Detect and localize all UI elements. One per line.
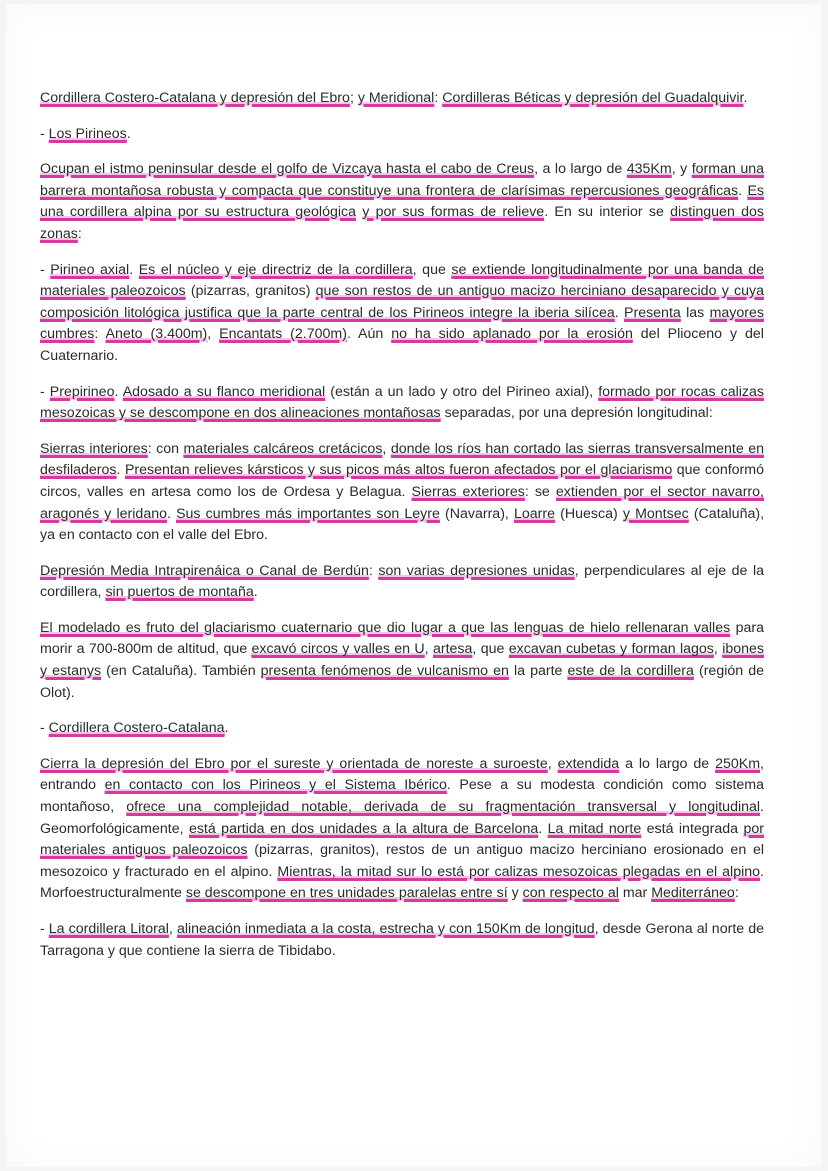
highlighted-text: Es el núcleo y eje directriz de la cordillera bbox=[138, 261, 413, 278]
highlighted-text: este de la cordillera bbox=[567, 663, 694, 680]
text: (Huesca) bbox=[555, 505, 623, 522]
text: . bbox=[126, 125, 131, 142]
paragraph-modelado bbox=[40, 618, 764, 704]
text: mar bbox=[618, 885, 652, 902]
text: . bbox=[129, 261, 139, 278]
highlighted-text: Aneto (3.400m) bbox=[105, 326, 208, 343]
text: , desde Gerona al norte de Tarragona y que contiene la sierra de Tibidabo. bbox=[40, 921, 764, 959]
text: a lo largo de bbox=[619, 755, 716, 772]
text: : bbox=[77, 225, 82, 242]
text: : bbox=[94, 326, 106, 343]
text: , que bbox=[412, 261, 452, 278]
text: . bbox=[614, 304, 624, 321]
text: , bbox=[713, 641, 723, 658]
highlighted-text: Sus cumbres más importantes son Leyre bbox=[176, 505, 440, 522]
highlighted-text: artesa bbox=[432, 641, 473, 658]
highlighted-text: en contacto con los Pirineos y el Sistema Ibérico bbox=[104, 777, 447, 794]
paragraph-intro bbox=[40, 88, 764, 110]
text: , perpendiculares al eje de la cordillera, bbox=[40, 562, 764, 601]
text: del Plioceno y del Cuaternario. bbox=[40, 326, 764, 364]
highlighted-text: Presenta bbox=[624, 304, 681, 321]
highlighted-text: Cordillera Costero-Catalana y depresión del Ebro bbox=[40, 90, 350, 106]
text: - bbox=[40, 383, 50, 400]
highlighted-text: donde los ríos han cortado las sierras transversalmente en desfiladeros bbox=[40, 440, 764, 479]
highlighted-text: Es una cordillera alpina por su estructura geológica bbox=[40, 182, 765, 221]
highlighted-text: Presentan relieves kársticos y sus picos más altos fueron afectados por el glaciarismo bbox=[124, 462, 673, 479]
text: , entrando bbox=[40, 755, 764, 794]
highlighted-text: presenta fenómenos de vulcanismo en bbox=[260, 663, 509, 680]
highlighted-text: Cierra la depresión del Ebro por el sureste y orientada de noreste a suroeste bbox=[40, 755, 548, 772]
highlighted-text: Adosado a su flanco meridional bbox=[122, 383, 326, 400]
highlighted-text: Mediterráneo bbox=[651, 885, 735, 902]
highlighted-text: ofrece una complejidad notable, derivada de su fragmentación transversal y longitudinal bbox=[126, 799, 761, 816]
paragraph-sierras bbox=[40, 439, 764, 547]
text: (están a un lado y otro del Pirineo axial), bbox=[325, 383, 599, 400]
text: está integrada bbox=[641, 820, 744, 837]
text: : bbox=[434, 90, 443, 106]
text: . bbox=[114, 383, 123, 400]
text: : bbox=[734, 885, 739, 902]
text: la parte bbox=[508, 663, 568, 680]
highlighted-text: Prepirineo bbox=[49, 383, 115, 400]
text: separadas, por una depresión longitudinal: bbox=[440, 405, 713, 422]
highlighted-text: formado por rocas calizas mesozoicas y se descompone en dos alineaciones montañosas bbox=[40, 383, 765, 422]
text: . bbox=[738, 182, 748, 199]
text: (pizarras, granitos), restos de un antiguo macizo herciniano erosionado en el mesozoico y fracturado en el alpino. bbox=[40, 842, 764, 880]
highlighted-text: La cordillera Litoral bbox=[48, 921, 169, 937]
highlighted-text: ibones y estanys bbox=[40, 641, 765, 680]
text: . En su interior se bbox=[544, 204, 671, 221]
text: , que bbox=[472, 641, 509, 658]
text: - bbox=[40, 720, 49, 737]
paragraph-costero-catalana-description bbox=[40, 754, 764, 905]
text: , bbox=[424, 641, 433, 658]
highlighted-text: y Montsec bbox=[622, 505, 689, 522]
highlighted-text: Pirineo axial bbox=[50, 261, 130, 278]
text: y bbox=[507, 885, 523, 902]
highlighted-text: extendida bbox=[557, 755, 620, 772]
text: (Cataluña), ya en contacto con el valle del Ebro. bbox=[40, 505, 765, 544]
text: que conformó circos, valles en artesa como los de Ordesa y Belagua. bbox=[40, 462, 764, 500]
text: . bbox=[116, 462, 125, 479]
text: . Geomorfológicamente, bbox=[40, 799, 764, 837]
highlighted-text: excavan cubetas y forman lagos bbox=[508, 641, 714, 658]
text: , y bbox=[671, 161, 692, 178]
document-body bbox=[40, 88, 764, 976]
text: : con bbox=[147, 440, 184, 457]
highlighted-text: Cordillera Costero-Catalana bbox=[48, 720, 225, 737]
highlighted-text: Sierras exteriores bbox=[411, 483, 525, 500]
highlighted-text: son varias depresiones unidas bbox=[378, 562, 575, 579]
text: . bbox=[224, 720, 229, 737]
text: las bbox=[680, 304, 710, 321]
text: , a lo largo de bbox=[534, 161, 627, 178]
text: (región de Olot). bbox=[40, 663, 764, 701]
highlighted-text: El modelado es fruto del glaciarismo cuaternario que dio lugar a que las lenguas de hielo rellenaran valles bbox=[40, 619, 731, 636]
paragraph-depresion-media bbox=[40, 561, 764, 604]
highlighted-text: mayores cumbres bbox=[40, 304, 764, 343]
text: . bbox=[538, 820, 548, 837]
highlighted-text: con respecto al bbox=[522, 885, 619, 902]
highlighted-text: Encantats (2.700m) bbox=[219, 326, 347, 343]
text: : bbox=[368, 562, 379, 579]
highlighted-text: Depresión Media Intrapirenáica o Canal de Berdún bbox=[40, 562, 369, 579]
document-page bbox=[6, 4, 822, 1167]
highlighted-text: 435Km bbox=[626, 161, 672, 178]
paragraph-cordillera-litoral bbox=[40, 919, 764, 962]
paragraph-prepirineo bbox=[40, 382, 764, 425]
highlighted-text: excavó circos y valles en U bbox=[251, 641, 425, 658]
highlighted-text: y Meridional bbox=[357, 90, 435, 106]
text: : se bbox=[524, 483, 556, 500]
text: - bbox=[40, 125, 49, 142]
highlighted-text: se extiende longitudinalmente por una banda de materiales paleozoicos bbox=[40, 261, 765, 300]
text: - bbox=[40, 261, 51, 278]
highlighted-text: Cordilleras Béticas y depresión del Guadalquivir bbox=[442, 90, 744, 106]
highlighted-text: Los Pirineos bbox=[48, 125, 127, 142]
text: - bbox=[40, 921, 49, 937]
highlighted-text: Loarre bbox=[514, 505, 556, 522]
highlighted-text: Mientras, la mitad sur lo está por calizas mesozoicas plegadas en el alpino bbox=[277, 863, 761, 880]
text: , bbox=[547, 755, 558, 772]
highlighted-text: que son restos de un antiguo macizo herciniano desaparecido y cuya composición litológica justifica que la parte central de los Pirineos integre la iberia silícea bbox=[40, 283, 764, 321]
highlighted-text: 250Km bbox=[715, 755, 761, 772]
highlighted-text: alineación inmediata a la costa, estrecha y con 150Km de longitud bbox=[176, 921, 595, 937]
highlighted-text: Ocupan el istmo peninsular desde el golfo de Vizcaya hasta el cabo de Creus bbox=[40, 161, 535, 178]
highlighted-text: no ha sido aplanado por la erosión bbox=[391, 326, 633, 343]
text: (pizarras, granitos) bbox=[185, 283, 316, 300]
section-heading-costero-catalana bbox=[40, 718, 764, 740]
text: ; bbox=[349, 90, 358, 106]
text: . Pese a su modesta condición como sistema montañoso, bbox=[40, 777, 765, 816]
highlighted-text: se descompone en tres unidades paralelas entre sí bbox=[185, 885, 508, 902]
highlighted-text: sin puertos de montaña bbox=[105, 584, 254, 601]
text: . Morfoestructuralmente bbox=[40, 863, 764, 902]
text: para morir a 700-800m de altitud, que bbox=[40, 619, 764, 658]
text: . bbox=[743, 90, 748, 106]
highlighted-text: Sierras interiores bbox=[40, 440, 148, 457]
paragraph-pirineo-axial bbox=[40, 260, 764, 368]
highlighted-text: y por sus formas de relieve bbox=[362, 204, 545, 221]
highlighted-text: materiales calcáreos cretácicos bbox=[183, 440, 383, 457]
section-heading-pirineos bbox=[40, 124, 764, 146]
text: , bbox=[382, 440, 391, 457]
highlighted-text: está partida en dos unidades a la altura de Barcelona bbox=[188, 820, 539, 837]
text: (Navarra), bbox=[439, 505, 514, 522]
text: . Aún bbox=[346, 326, 392, 343]
highlighted-text: La mitad norte bbox=[547, 820, 642, 837]
text: . bbox=[253, 584, 258, 601]
paragraph-pirineos-description bbox=[40, 159, 764, 245]
text: (en Cataluña). También bbox=[101, 663, 261, 680]
text: . bbox=[167, 505, 177, 522]
highlighted-text: por materiales antiguos paleozoicos bbox=[40, 820, 764, 859]
highlighted-text: forman una barrera montañosa robusta y compacta que constituye una frontera de clarísimas repercusiones geográficas bbox=[40, 161, 764, 199]
highlighted-text: distinguen dos zonas bbox=[40, 204, 764, 242]
text: , bbox=[207, 326, 220, 343]
highlighted-text: extienden por el sector navarro, aragonés y leridano bbox=[40, 483, 764, 522]
text: , bbox=[168, 921, 177, 937]
